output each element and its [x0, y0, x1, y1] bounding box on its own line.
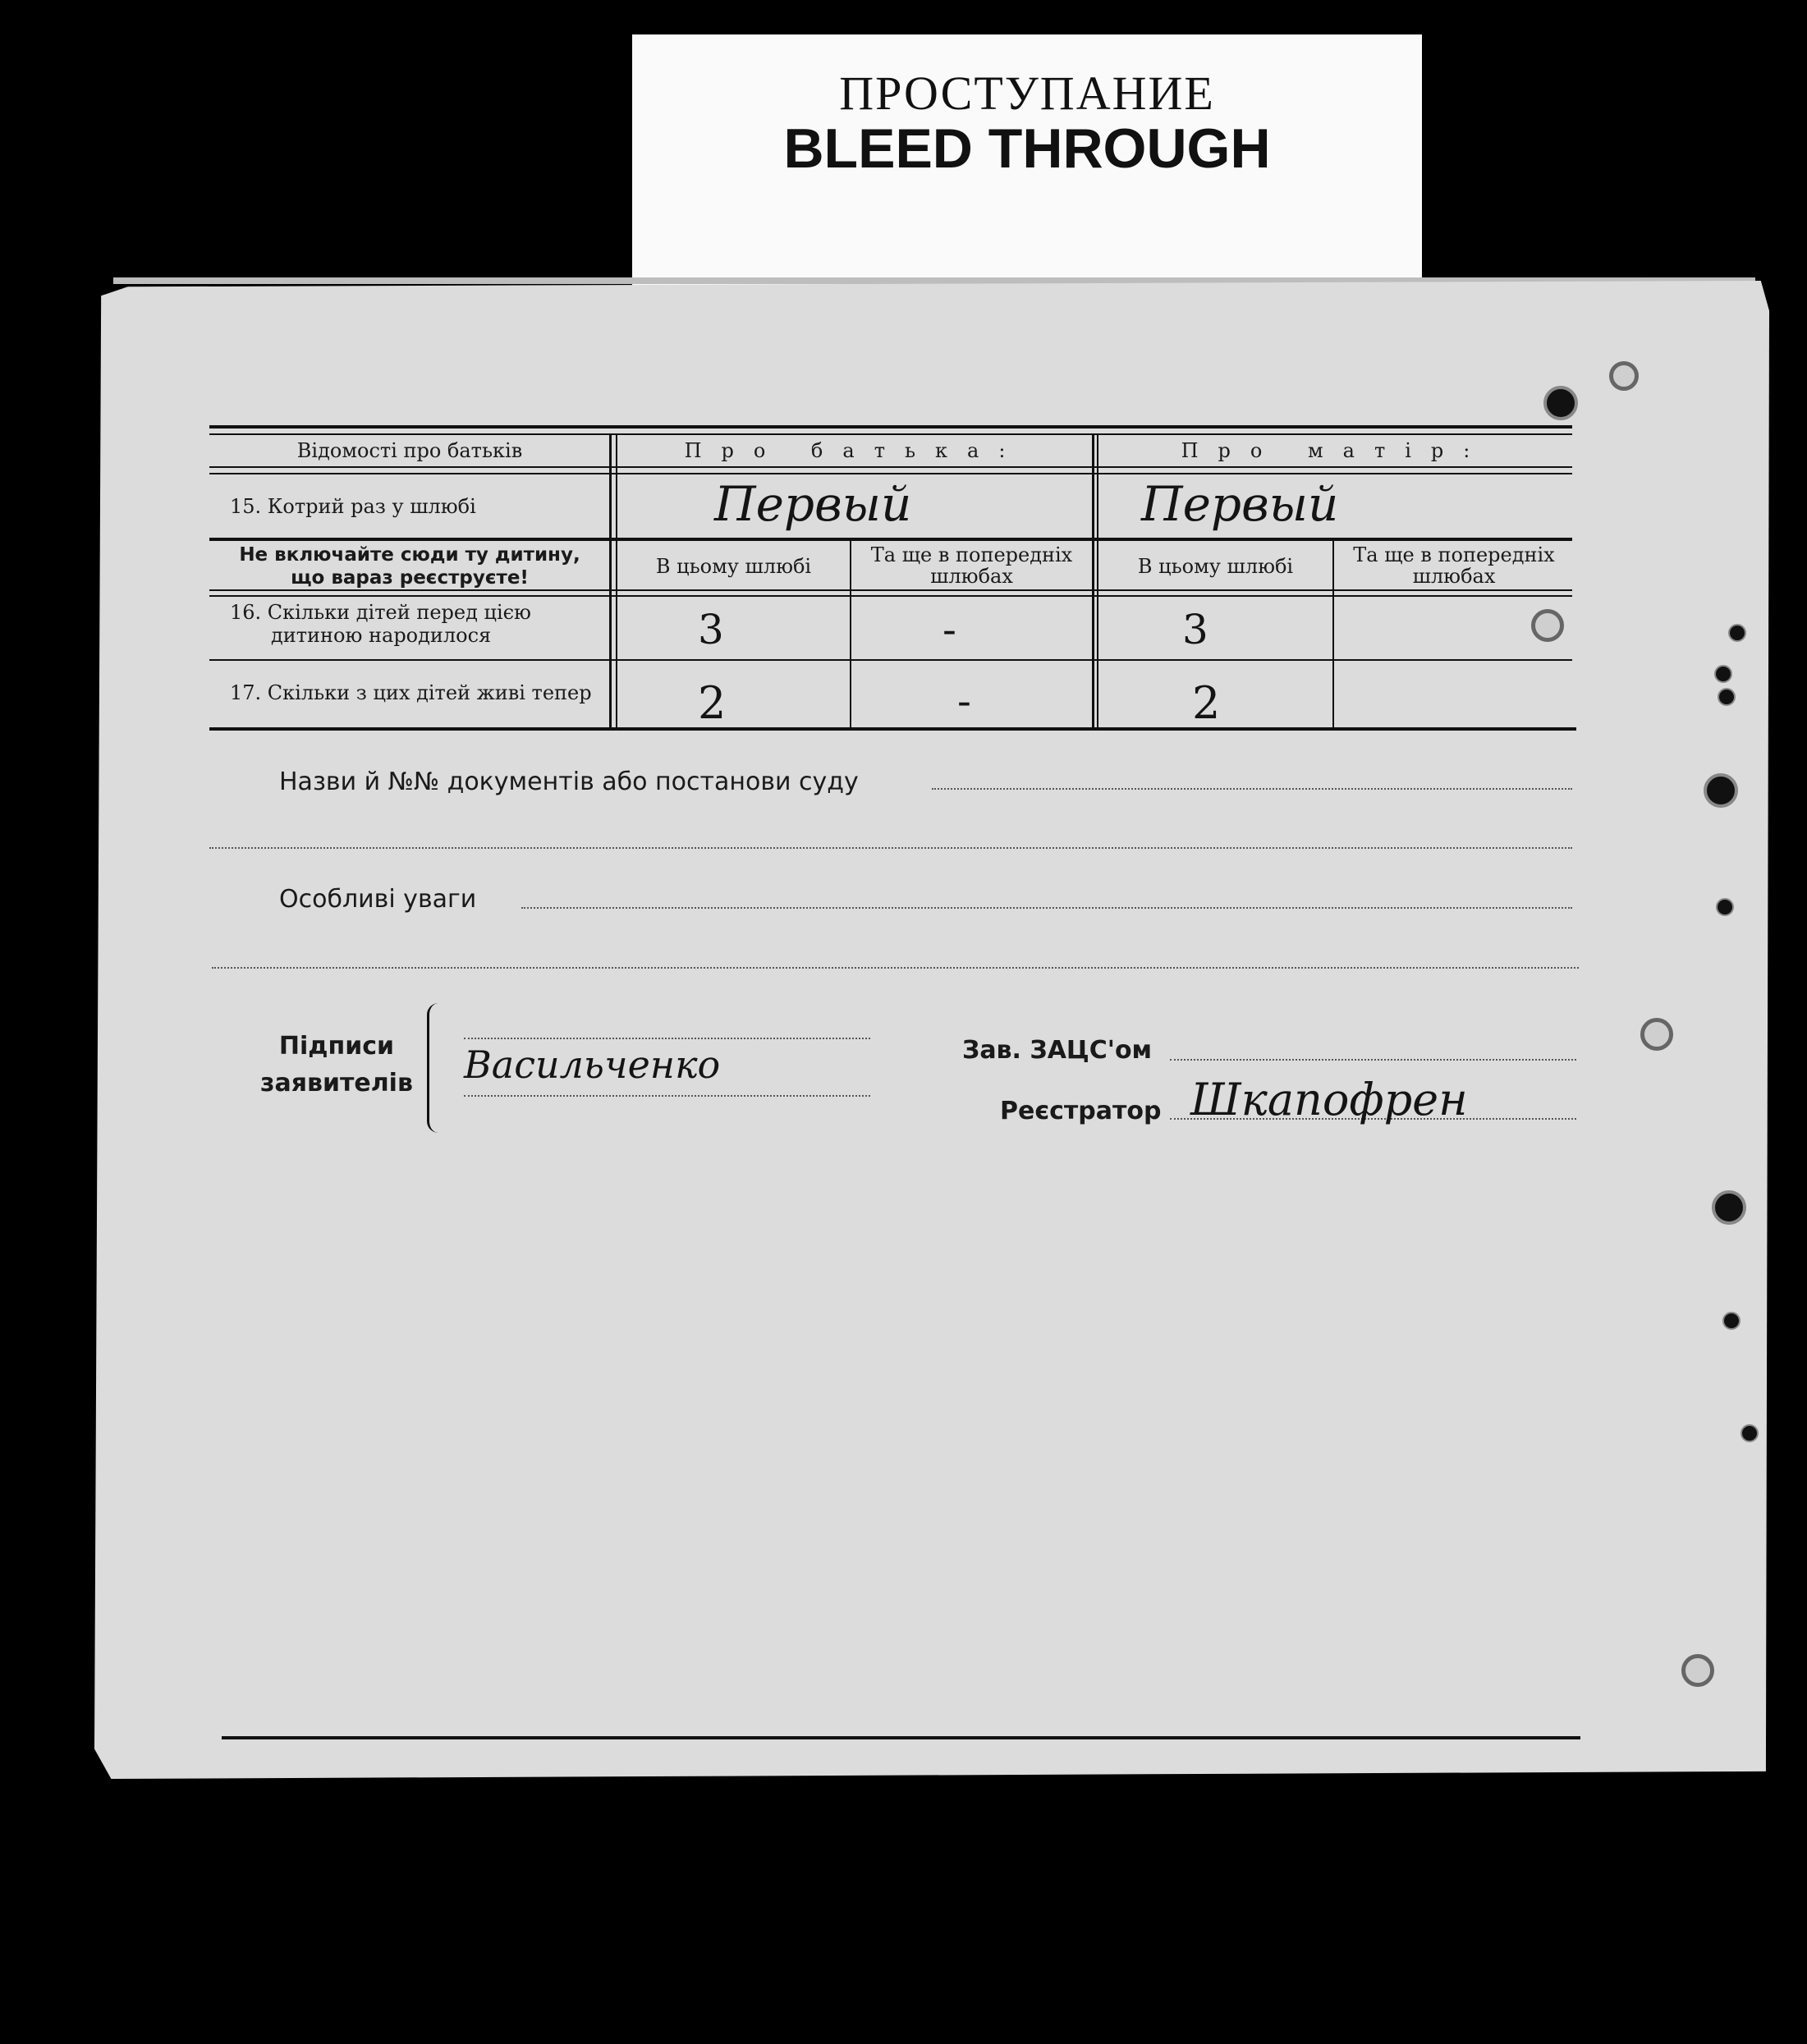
table-rule: [209, 589, 1572, 591]
punch-hole: [1712, 1190, 1746, 1225]
registrar-label: Реєстратор: [1000, 1097, 1162, 1125]
subheader-father-previous-1: Та ще в попередніх: [870, 543, 1073, 566]
table-rule: [209, 538, 1572, 541]
subheader-mother-current: В цьому шлюбі: [1137, 555, 1294, 578]
header-info: Відомості про батьків: [296, 439, 523, 462]
row16-mother-current: 3: [1182, 606, 1208, 653]
row17-father-current: 2: [698, 677, 727, 729]
subheader-father-previous-2: шлюбах: [930, 565, 1013, 588]
row16-father-current: 3: [698, 606, 724, 653]
applicant-signature: Васильченко: [464, 1043, 721, 1087]
applicants-label-2: заявителів: [260, 1069, 413, 1098]
documents-line-2: [209, 847, 1572, 849]
registrar-signature: Шкапофрен: [1190, 1074, 1468, 1125]
head-line: [1170, 1059, 1576, 1061]
label-english: BLEED THROUGH: [783, 117, 1271, 180]
punch-hole: [1609, 361, 1639, 391]
punch-hole: [1740, 1424, 1759, 1442]
table-divider: [616, 433, 617, 727]
applicant-line-1: [464, 1038, 870, 1039]
label-russian: ПРОСТУПАНИЕ: [839, 66, 1215, 120]
note-line1: Не включайте сюди ту дитину,: [239, 544, 580, 566]
bottom-rule: [222, 1736, 1580, 1739]
applicant-line-2: [464, 1095, 870, 1097]
head-label: Зав. ЗАЦС'ом: [962, 1036, 1153, 1065]
row15-father-value: Первый: [714, 476, 912, 532]
table-divider: [1092, 433, 1094, 727]
table-divider: [609, 433, 612, 727]
note-line2: що вараз реєструєте!: [291, 567, 529, 589]
applicants-brace: [427, 1003, 446, 1133]
row15-mother-value: Первый: [1141, 476, 1339, 532]
table-rule: [209, 466, 1572, 468]
header-mother: Про матір:: [1181, 439, 1490, 462]
punch-hole: [1718, 688, 1736, 706]
row17-label: 17. Скільки з цих дітей живі тепер: [230, 681, 592, 704]
punch-hole: [1543, 386, 1578, 420]
bleed-through-label: [632, 34, 1422, 289]
documents-line: [932, 788, 1572, 790]
punch-hole: [1722, 1312, 1740, 1330]
row16-father-previous: -: [942, 606, 956, 653]
punch-hole: [1681, 1654, 1714, 1687]
punch-hole: [1728, 624, 1746, 642]
subheader-mother-previous-1: Та ще в попередніх: [1353, 543, 1555, 566]
row17-mother-current: 2: [1192, 677, 1221, 729]
table-rule: [209, 433, 1572, 435]
table-divider: [1097, 433, 1098, 727]
remarks-label: Особливі уваги: [279, 885, 477, 914]
table-rule: [209, 473, 1572, 474]
applicants-label-1: Підписи: [278, 1032, 395, 1061]
header-father: Про батька:: [684, 439, 1025, 462]
punch-hole: [1531, 609, 1564, 642]
row16-label-2: дитиною народилося: [271, 624, 492, 647]
punch-hole: [1704, 773, 1738, 808]
punch-hole: [1714, 665, 1732, 683]
remarks-line-2: [212, 967, 1579, 969]
remarks-line: [521, 907, 1572, 909]
row16-label-1: 16. Скільки дітей перед цією: [230, 601, 531, 624]
punch-hole: [1716, 898, 1734, 916]
table-rule: [209, 595, 1572, 597]
documents-label: Назви й №№ документів або постанови суду: [279, 768, 859, 796]
subheader-mother-previous-2: шлюбах: [1412, 565, 1496, 588]
row17-father-previous: -: [957, 677, 971, 725]
row15-label: 15. Котрий раз у шлюбі: [230, 495, 476, 518]
table-top-rule: [209, 425, 1572, 429]
punch-hole: [1640, 1018, 1673, 1051]
table-rule: [209, 659, 1572, 661]
table-bottom-rule: [209, 727, 1576, 731]
subheader-father-current: В цьому шлюбі: [655, 555, 812, 578]
